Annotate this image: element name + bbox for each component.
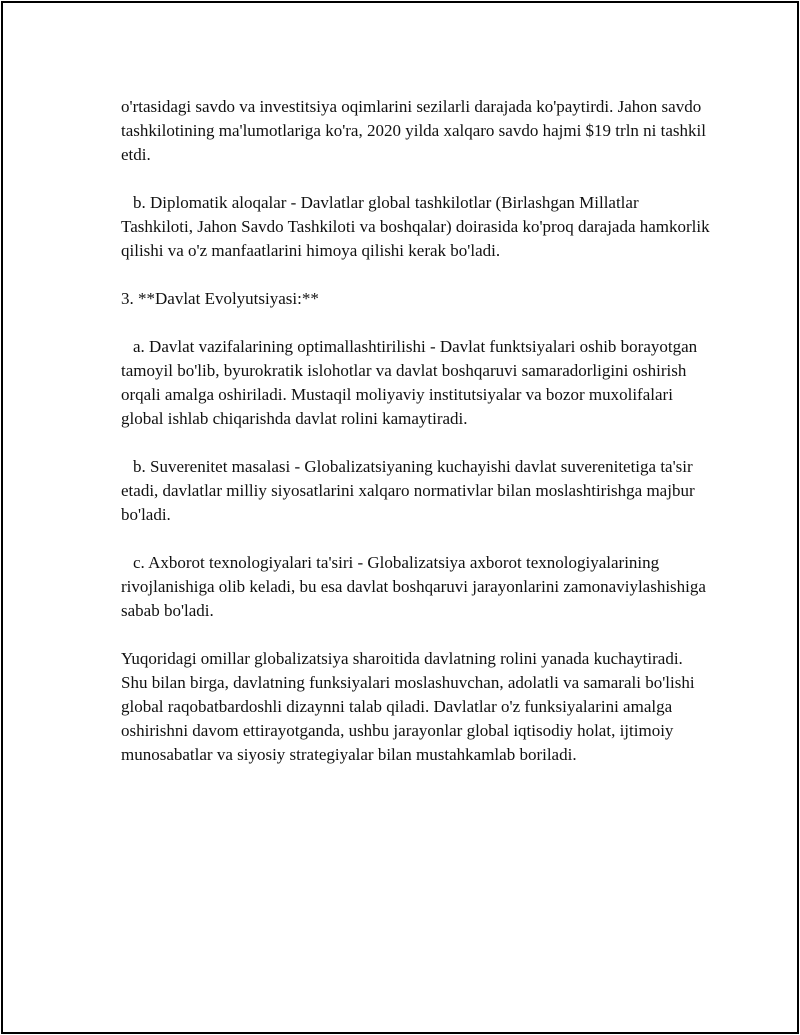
paragraph-conclusion: Yuqoridagi omillar globalizatsiya sharoitida davlatning rolini yanada kuchaytiradi. Shu bilan birga, davlatning funksiyalari moslashuvchan, adolatli va samarali bo'lishi global raqobatbardoshli dizaynni talab qiladi. Davlatlar o'z funksiyalarini amalga oshirishni davom ettirayotganda, ushbu jarayonlar global iqtisodiy holat, ijtimoiy munosabatlar va siyosiy strategiyalar bilan mustahkamlab boriladi. <box>121 649 695 764</box>
paragraph-state-functions-optimization: a. Davlat vazifalarining optimallashtirilishi - Davlat funktsiyalari oshib borayotgan tamoyil bo'lib, byurokratik islohotlar va davlat boshqaruvi samaradorligini oshirish orqali amalga oshiriladi. Mustaqil moliyaviy institutsiyalar va bozor muxolifalari global ishlab chiqarishda davlat rolini kamaytiradi. <box>121 337 698 428</box>
document-page <box>1 1 799 1034</box>
paragraph-diplomatic-relations: b. Diplomatik aloqalar - Davlatlar global tashkilotlar (Birlashgan Millatlar Tashkiloti, Jahon Savdo Tashkiloti va boshqalar) doirasida ko'proq darajada hamkorlik qilishi va o'z manfaatlarini himoya qilishi kerak bo'ladi. <box>121 193 710 260</box>
document-text-body <box>121 95 711 767</box>
paragraph-trade-flows: o'rtasidagi savdo va investitsiya oqimlarini sezilarli darajada ko'paytirdi. Jahon savdo tashkilotining ma'lumotlariga ko'ra, 2020 yilda xalqaro savdo hajmi $19 trln ni tashkil etdi. <box>121 97 706 164</box>
section-heading-state-evolution: 3. **Davlat Evolyutsiyasi:** <box>121 289 319 308</box>
paragraph-sovereignty-issue: b. Suverenitet masalasi - Globalizatsiyaning kuchayishi davlat suverenitetiga ta'sir etadi, davlatlar milliy siyosatlarini xalqaro normativlar bilan moslashtirishga majbur bo'ladi. <box>121 457 695 524</box>
paragraph-information-technology-impact: c. Axborot texnologiyalari ta'siri - Globalizatsiya axborot texnologiyalarining rivojlanishiga olib keladi, bu esa davlat boshqaruvi jarayonlarini zamonaviylashishiga sabab bo'ladi. <box>121 553 706 620</box>
